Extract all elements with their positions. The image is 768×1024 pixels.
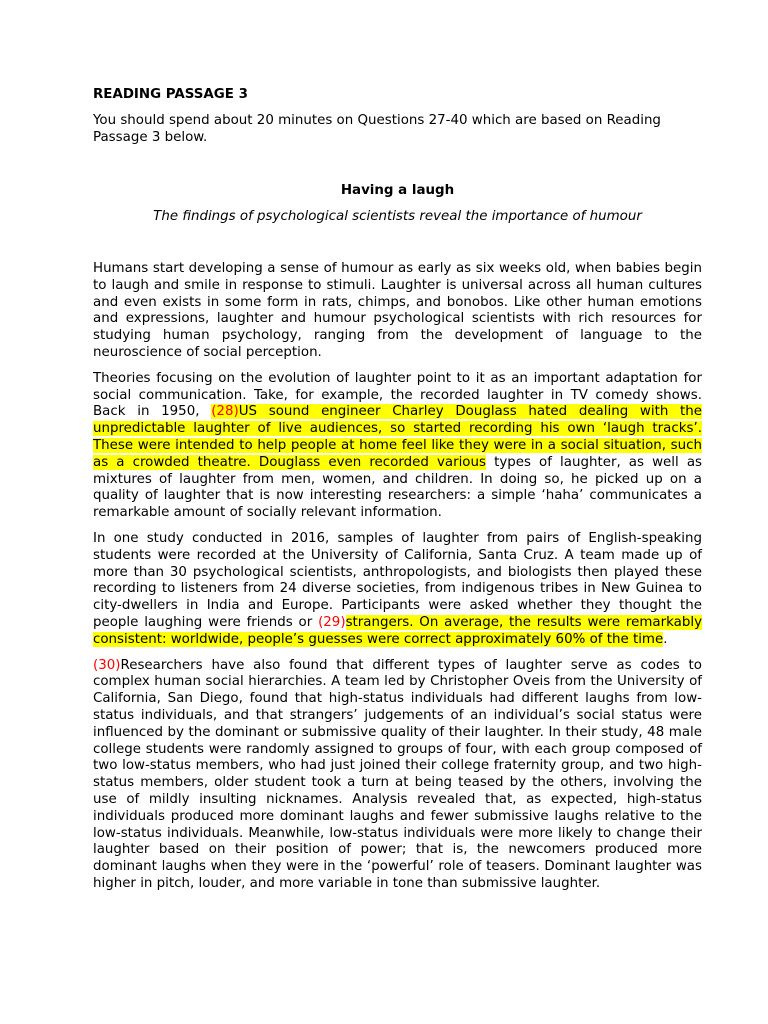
question-28-highlighted-text: US sound engineer Charley Douglass hated dealing with the unpredictable laughter of live audiences, so started recording his own ‘laugh tracks’. These were intended to help people at home feel like they were in a social situation, such as a crowded theatre. Douglass even recorded various	[93, 404, 702, 470]
passage-subtitle: The findings of psychological scientists reveal the importance of humour	[153, 209, 642, 224]
question-29-number: (29)	[318, 614, 346, 630]
paragraph-3-text-before: In one study conducted in 2016, samples of laughter from pairs of English-speaking students were recorded at the University of California, Santa Cruz. A team made up of more than 30 psychological scientists, anthropologists, and biologists then played these recording to listeners from 24 diverse societies, from indigenous tribes in New Guinea to city-dwellers in India and Europe. Participants were asked whether they thought the people laughing were friends or	[93, 530, 702, 630]
instructions-text: You should spend about 20 minutes on Questions 27-40 which are based on Reading Passage 3 below.	[93, 113, 661, 145]
paragraph-2-text-after: types of laughter, as well as mixtures of laughter from men, women, and children. In doing so, he picked up on a quality of laughter that is now interesting researchers: a simple ‘haha’ communicates a remarkable amount of socially relevant information.	[93, 454, 703, 521]
section-heading: READING PASSAGE 3	[93, 87, 248, 102]
paragraph-3-text-after: .	[663, 631, 668, 647]
passage-title: Having a laugh	[340, 183, 455, 198]
question-30-number: (30)	[93, 657, 121, 673]
paragraph-1-text: Humans start developing a sense of humour as early as six weeks old, when babies begin to laugh and smile in response to stimuli. Laughter is universal across all human cultures and even exists in some form in rats, chimps, and bonobos. Like other human emotions and expressions, laughter and humour psychological scientists with rich resources for studying human psychology, ranging from the development of language to the neuroscience of social perception.	[93, 261, 702, 360]
document-page	[93, 86, 702, 893]
question-28-number: (28)	[211, 404, 239, 420]
paragraph-4-text: Researchers have also found that different types of laughter serve as codes to complex human social hierarchies. A team led by Christopher Oveis from the University of California, San Diego, found that high-status individuals had different laughs from low-status individuals, and that strangers’ judgements of an individual’s social status were influenced by the dominant or submissive quality of their laughter. In their study, 48 male college students were randomly assigned to groups of four, with each group composed of two low-status members, who had just joined their college fraternity group, and two high-status members, older student took a turn at being teased by the others, involving the use of mildly insulting nicknames. Analysis revealed that, as expected, high-status individuals produced more dominant laughs and fewer submissive laughs relative to the low-status individuals. Meanwhile, low-status individuals were more likely to change their laughter based on their position of power; that is, the newcomers produced more dominant laughs when they were in the ‘powerful’ role of teasers. Dominant laughter was higher in pitch, louder, and more variable in tone than submissive laughter.	[93, 657, 702, 891]
question-29-highlighted-text: strangers. On average, the results were remarkably consistent: worldwide, people’s guesses were correct approximately 60% of the time	[93, 614, 703, 647]
paragraph-2-text-before: Theories focusing on the evolution of laughter point to it as an important adaptation for social communication. Take, for example, the recorded laughter in TV comedy shows. Back in 1950,	[93, 370, 702, 420]
paragraph-2	[93, 371, 702, 522]
paragraph-4	[93, 658, 702, 893]
paragraph-3	[93, 531, 702, 649]
paragraph-1	[93, 261, 702, 362]
